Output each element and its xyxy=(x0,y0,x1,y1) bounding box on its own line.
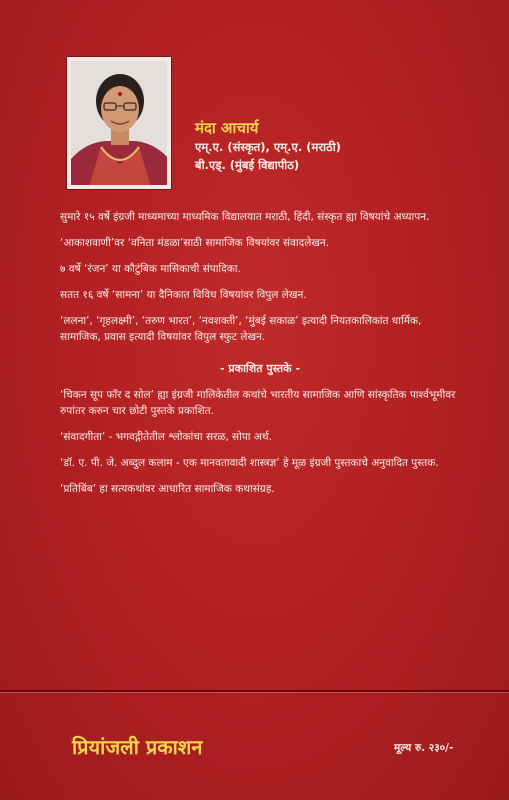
author-photo-frame xyxy=(66,56,172,190)
author-qualification-1: एम्.ए. (संस्कृत), एम्.ए. (मराठी) xyxy=(195,140,341,154)
author-name: मंदा आचार्य xyxy=(195,119,259,137)
author-qualification-2: बी.एड्. (मुंबई विद्यापीठ) xyxy=(195,158,300,172)
bio-paragraph: ‘ललना’, ‘गृहलक्ष्मी’, ‘तरुण भारत’, ‘नवशक्ती’, ‘मुंबई सकाळ’ इत्यादी नियतकालिकांत धार्मिक, सामाजिक, प्रवास इत्यादी विषयांवर विपुल स्फुट लेखन. xyxy=(60,315,422,343)
bio-paragraph: ‘आकाशवाणी’वर ‘वनिता मंडळा’साठी सामाजिक विषयांवर संवादलेखन. xyxy=(60,237,330,249)
author-photo xyxy=(71,61,167,185)
book-item: ‘प्रतिबिंब’ हा सत्यकथांवर आधारित सामाजिक कथासंग्रह. xyxy=(60,483,275,495)
book-item: ‘चिकन सूप फॉर द सोल’ ह्या इंग्रजी मालिकेतील कथांचे भारतीय सामाजिक आणि सांस्कृतिक पार्श्वभूमीवर रुपांतर करुन चार छोटी पुस्तके प्रकाशित. xyxy=(60,389,456,417)
book-item: ‘संवादगीता’ - भगवद्गीतेतील श्लोकांचा सरळ, सोपा अर्थ. xyxy=(60,431,272,443)
price-label: मूल्य रु. २३०/- xyxy=(394,742,454,754)
divider xyxy=(0,690,509,692)
books-heading: - प्रकाशित पुस्तके - xyxy=(219,362,301,375)
bio-paragraph: ७ वर्षे ‘रंजन’ या कौटुंबिक मासिकाची संपादिका. xyxy=(60,263,241,275)
bio-paragraph: सुमारे १५ वर्षे इंग्रजी माध्यमाच्या माध्यमिक विद्यालयात मराठी, हिंदी, संस्कृत ह्या विषयांचे अध्यापन. xyxy=(60,211,430,223)
bio-paragraph: सतत १६ वर्षे ‘सामना’ या दैनिकात विविध विषयांवर विपुल लेखन. xyxy=(60,289,307,301)
author-bio xyxy=(60,209,460,507)
author-info xyxy=(195,118,341,174)
book-item: ‘डॉ. ए. पी. जे. अब्दुल कलाम - एक मानवतावादी शास्त्रज्ञ’ हे मूळ इंग्रजी पुस्तकाचे अनुवादित पुस्तक. xyxy=(60,457,439,469)
publisher-name: प्रियांजली प्रकाशन xyxy=(72,735,203,759)
